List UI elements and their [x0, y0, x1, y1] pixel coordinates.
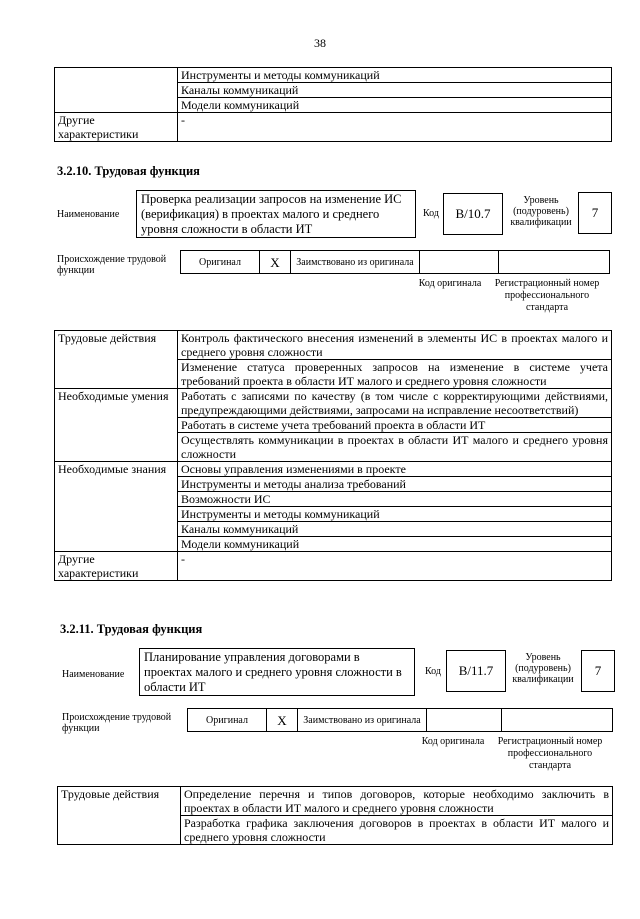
code-caption: Код оригинала — [418, 278, 482, 289]
knowledge-item: Каналы коммуникаций — [178, 83, 612, 98]
knowledge-item: Возможности ИС — [178, 492, 612, 507]
code-label: Код — [425, 666, 441, 677]
code-value: B/10.7 — [443, 193, 503, 235]
action-item: Разработка графика заключения договоров в проектах в области ИТ малого и среднего уровня сложности — [181, 816, 613, 845]
function-table-3-2-11 — [57, 786, 613, 845]
origin-reg-cell — [499, 251, 610, 274]
knowledge-label-cell — [55, 68, 178, 113]
reg-caption: Регистрационный номер профессионального стандарта — [494, 278, 600, 313]
actions-label: Трудовые действия — [58, 787, 181, 845]
function-table-3-2-10 — [54, 330, 612, 581]
name-value: Проверка реализации запросов на изменение ИС (верификация) в проектах малого и среднего уровня сложности в области ИТ — [136, 190, 416, 238]
skill-item: Работать с записями по качеству (в том числе с корректирующими действиями, предупреждающими действиями, запросами на исправление несоответствий) — [178, 389, 612, 418]
page-number: 38 — [314, 36, 326, 50]
name-value: Планирование управления договорами в проектах малого и среднего уровня сложности в области ИТ — [139, 648, 415, 696]
original-mark: X — [260, 251, 291, 274]
origin-table — [187, 708, 613, 732]
origin-table — [180, 250, 610, 274]
original-mark: X — [267, 709, 298, 732]
action-item: Изменение статуса проверенных запросов на изменение в системе учета требований проекта в области ИТ малого и среднего уровня сложности — [178, 360, 612, 389]
other-characteristics-value: - — [178, 113, 612, 142]
action-item: Контроль фактического внесения изменений в элементы ИС в проектах малого и среднего уровня сложности — [178, 331, 612, 360]
original-label: Оригинал — [188, 709, 267, 732]
knowledge-item: Инструменты и методы коммуникаций — [178, 68, 612, 83]
origin-label: Происхождение трудовой функции — [62, 712, 172, 734]
level-label: Уровень (подуровень) квалификации — [512, 652, 574, 685]
code-label: Код — [423, 208, 439, 219]
knowledge-item: Инструменты и методы коммуникаций — [178, 507, 612, 522]
borrowed-label: Заимствовано из оригинала — [298, 709, 427, 732]
continuation-table — [54, 67, 612, 142]
knowledge-item: Каналы коммуникаций — [178, 522, 612, 537]
name-label: Наименование — [57, 209, 120, 220]
code-caption: Код оригинала — [421, 736, 485, 747]
origin-code-cell — [427, 709, 502, 732]
knowledge-item: Модели коммуникаций — [178, 98, 612, 113]
knowledge-item: Модели коммуникаций — [178, 537, 612, 552]
skill-item: Осуществлять коммуникации в проектах в области ИТ малого и среднего уровня сложности — [178, 433, 612, 462]
origin-label: Происхождение трудовой функции — [57, 254, 167, 276]
level-value: 7 — [581, 650, 615, 692]
section-title: 3.2.11. Трудовая функция — [60, 622, 203, 636]
section-title: 3.2.10. Трудовая функция — [57, 164, 200, 178]
skills-label: Необходимые умения — [55, 389, 178, 462]
knowledge-label: Необходимые знания — [55, 462, 178, 552]
action-item: Определение перечня и типов договоров, которые необходимо заключить в проектах в области ИТ малого и среднего уровня сложности — [181, 787, 613, 816]
original-label: Оригинал — [181, 251, 260, 274]
other-characteristics-value: - — [178, 552, 612, 581]
code-value: B/11.7 — [446, 650, 506, 692]
knowledge-item: Основы управления изменениями в проекте — [178, 462, 612, 477]
origin-code-cell — [420, 251, 499, 274]
name-label: Наименование — [62, 669, 125, 680]
other-characteristics-label: Другие характеристики — [55, 113, 178, 142]
skill-item: Работать в системе учета требований проекта в области ИТ — [178, 418, 612, 433]
knowledge-item: Инструменты и методы анализа требований — [178, 477, 612, 492]
other-characteristics-label: Другие характеристики — [55, 552, 178, 581]
actions-label: Трудовые действия — [55, 331, 178, 389]
borrowed-label: Заимствовано из оригинала — [291, 251, 420, 274]
level-value: 7 — [578, 192, 612, 234]
reg-caption: Регистрационный номер профессионального стандарта — [497, 736, 603, 771]
origin-reg-cell — [502, 709, 613, 732]
level-label: Уровень (подуровень) квалификации — [510, 195, 572, 228]
